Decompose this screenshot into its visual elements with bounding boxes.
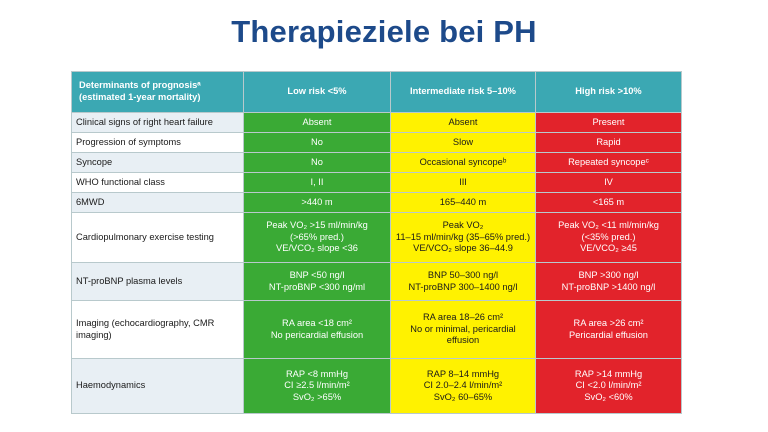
row-label: Clinical signs of right heart failure: [72, 113, 244, 133]
row-label: NT-proBNP plasma levels: [72, 263, 244, 301]
table-row: [72, 193, 682, 213]
cell-text-line: I, II: [310, 176, 324, 187]
table-row: [72, 263, 682, 301]
intermediate-risk-cell: [391, 213, 536, 263]
cell-text-line: (<35% pred.): [581, 231, 636, 242]
high-risk-cell: [536, 213, 682, 263]
low-risk-cell: [244, 133, 391, 153]
cell-text-line: No pericardial effusion: [270, 329, 364, 340]
cell-text-line: Peak VO₂ >15 ml/min/kg: [266, 220, 368, 231]
table-row: [72, 213, 682, 263]
row-label: Progression of symptoms: [72, 133, 244, 153]
cell-text-line: Present: [592, 116, 625, 127]
page-title: Therapieziele bei PH: [231, 14, 537, 49]
intermediate-risk-cell: [391, 193, 536, 213]
low-risk-cell: [244, 113, 391, 133]
low-risk-cell: [244, 263, 391, 301]
cell-text-line: VE/VCO₂ slope 36–44.9: [413, 243, 513, 254]
cell-text-line: BNP <50 ng/l: [289, 269, 345, 280]
header-low-risk: Low risk <5%: [244, 72, 391, 113]
cell-text-line: CI 2.0–2.4 l/min/m²: [423, 380, 503, 391]
intermediate-risk-cell: [391, 133, 536, 153]
row-label: Haemodynamics: [72, 359, 244, 414]
high-risk-cell: [536, 113, 682, 133]
cell-text-line: NT-proBNP 300–1400 ng/l: [408, 281, 518, 292]
risk-assessment-table: [71, 71, 682, 414]
row-label: Imaging (echocardiography, CMR imaging): [72, 301, 244, 359]
cell-text-line: No: [311, 156, 323, 167]
high-risk-cell: [536, 173, 682, 193]
cell-text-line: Pericardial effusion: [569, 329, 648, 340]
low-risk-cell: [244, 359, 391, 414]
cell-text-line: III: [459, 176, 467, 187]
header-determinants: Determinants of prognosisᵃ (estimated 1-year mortality): [72, 72, 244, 113]
row-label: WHO functional class: [72, 173, 244, 193]
cell-text-line: SvO₂ >65%: [292, 391, 342, 402]
cell-text-line: 165–440 m: [439, 196, 487, 207]
cell-text-line: CI <2.0 l/min/m²: [575, 380, 642, 391]
cell-text-line: 11–15 ml/min/kg (35–65% pred.): [395, 231, 531, 242]
cell-text-line: RA area >26 cm²: [573, 317, 644, 328]
header-intermediate-risk: Intermediate risk 5–10%: [391, 72, 536, 113]
low-risk-cell: [244, 301, 391, 359]
cell-text-line: IV: [604, 176, 613, 187]
cell-text-line: Absent: [302, 116, 332, 127]
high-risk-cell: [536, 359, 682, 414]
cell-text-line: Rapid: [596, 136, 621, 147]
high-risk-cell: [536, 301, 682, 359]
intermediate-risk-cell: [391, 153, 536, 173]
header-high-risk: High risk >10%: [536, 72, 682, 113]
cell-text-line: VE/VCO₂ ≥45: [580, 243, 637, 254]
intermediate-risk-cell: [391, 301, 536, 359]
high-risk-cell: [536, 133, 682, 153]
intermediate-risk-cell: [391, 173, 536, 193]
table-row: [72, 301, 682, 359]
cell-text-line: RA area 18–26 cm²: [422, 312, 504, 323]
cell-text-line: CI ≥2.5 l/min/m²: [284, 380, 350, 391]
table-row: [72, 153, 682, 173]
cell-text-line: effusion: [446, 335, 480, 346]
cell-text-line: Peak VO₂ <11 ml/min/kg: [558, 220, 659, 231]
cell-text-line: Peak VO₂: [442, 220, 484, 231]
cell-text-line: BNP >300 ng/l: [578, 269, 639, 280]
cell-text-line: NT-proBNP >1400 ng/l: [561, 281, 656, 292]
cell-text-line: (>65% pred.): [289, 231, 344, 242]
table-row: [72, 173, 682, 193]
table-row: [72, 113, 682, 133]
cell-text-line: No: [311, 136, 323, 147]
cell-text-line: RAP <8 mmHg: [285, 368, 349, 379]
cell-text-line: <165 m: [592, 196, 625, 207]
intermediate-risk-cell: [391, 263, 536, 301]
intermediate-risk-cell: [391, 113, 536, 133]
cell-text-line: VE/VCO₂ slope <36: [276, 243, 358, 254]
low-risk-cell: [244, 213, 391, 263]
high-risk-cell: [536, 193, 682, 213]
table-row: [72, 359, 682, 414]
cell-text-line: Absent: [448, 116, 478, 127]
row-label: Cardiopulmonary exercise testing: [72, 213, 244, 263]
high-risk-cell: [536, 153, 682, 173]
table-row: [72, 133, 682, 153]
cell-text-line: Occasional syncopeᵇ: [419, 156, 507, 167]
cell-text-line: Repeated syncopeᶜ: [568, 156, 649, 167]
cell-text-line: BNP 50–300 ng/l: [427, 269, 499, 280]
cell-text-line: NT-proBNP <300 ng/ml: [268, 281, 366, 292]
cell-text-line: Slow: [452, 136, 474, 147]
row-label: 6MWD: [72, 193, 244, 213]
cell-text-line: >440 m: [301, 196, 333, 207]
cell-text-line: RA area <18 cm²: [281, 317, 353, 328]
row-label: Syncope: [72, 153, 244, 173]
intermediate-risk-cell: [391, 359, 536, 414]
cell-text-line: SvO₂ 60–65%: [433, 391, 493, 402]
high-risk-cell: [536, 263, 682, 301]
table-header-row: [72, 72, 682, 113]
cell-text-line: RAP 8–14 mmHg: [426, 368, 500, 379]
cell-text-line: No or minimal, pericardial: [410, 323, 516, 334]
low-risk-cell: [244, 173, 391, 193]
low-risk-cell: [244, 153, 391, 173]
cell-text-line: SvO₂ <60%: [584, 391, 633, 402]
low-risk-cell: [244, 193, 391, 213]
cell-text-line: RAP >14 mmHg: [574, 368, 643, 379]
